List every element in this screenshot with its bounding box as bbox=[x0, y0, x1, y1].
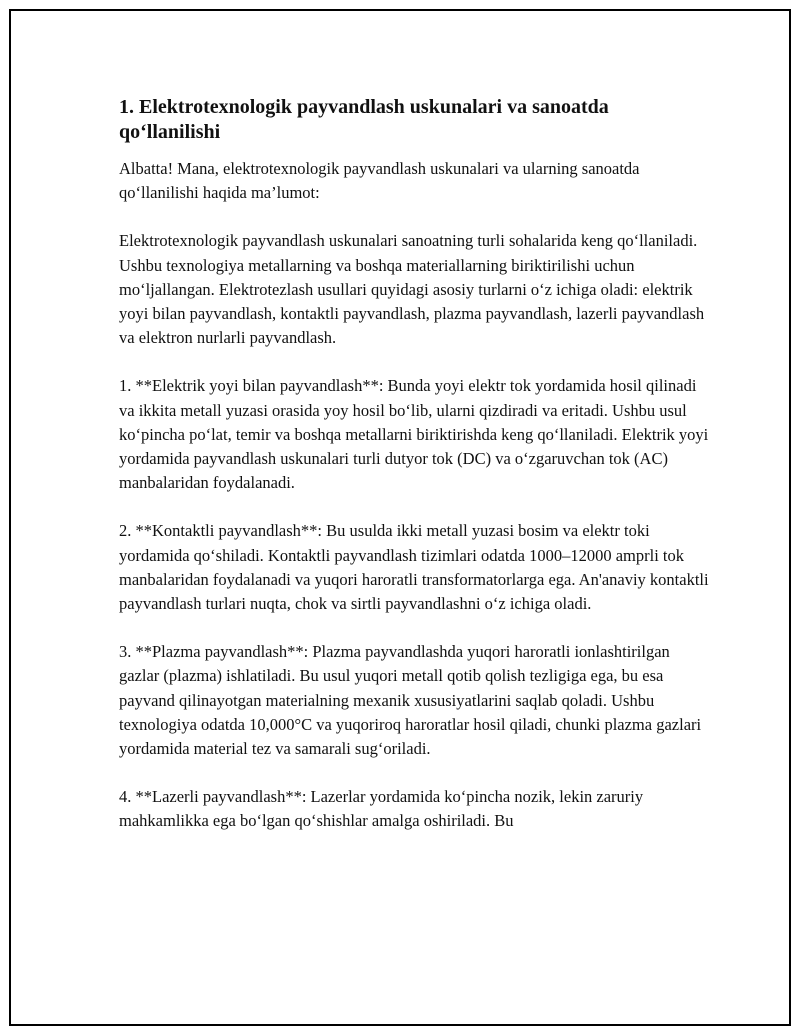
document-title: 1. Elektrotexnologik payvandlash uskunalari va sanoatda qo‘llanilishi bbox=[119, 96, 609, 143]
overview-paragraph: Elektrotexnologik payvandlash uskunalari sanoatning turli sohalarida keng qo‘llaniladi. Ushbu texnologiya metallarning va boshqa materiallarning biriktirilishi uchun mo‘ljallangan. Elektrotezlash usullari quyidagi asosiy turlarni o‘z ichiga oladi: elektrik yoyi bilan payvandlash, kontaktli payvandlash, plazma payvandlash, lazerli payvandlash va elektron nurlarli payvandlash. bbox=[119, 231, 705, 348]
document-body bbox=[119, 95, 709, 858]
arc-welding-paragraph: 1. **Elektrik yoyi bilan payvandlash**: Bunda yoyi elektr tok yordamida hosil qilinadi va ikkita metall yuzasi orasida yoy hosil bo‘lib, ularni qizdiradi va eritadi. Ushbu usul ko‘pincha po‘lat, temir va boshqa metallarni biriktirishda keng qo‘llaniladi. Elektrik yoyi yordamida payvandlash uskunalari turli dutyor tok (DC) va o‘zgaruvchan tok (AC) manbalaridan foydalanadi. bbox=[119, 376, 709, 493]
intro-paragraph: Albatta! Mana, elektrotexnologik payvandlash uskunalari va ularning sanoatda qo‘llanilishi haqida ma’lumot: bbox=[119, 159, 640, 203]
plasma-welding-paragraph: 3. **Plazma payvandlash**: Plazma payvandlashda yuqori haroratli ionlashtirilgan gazlar (plazma) ishlatiladi. Bu usul yuqori metall qotib qolish tezligiga ega, bu esa payvand qilinayotgan materialning mexanik xususiyatlarini saqlab qoladi. Ushbu texnologiya odatda 10,000°C va yuqoriroq haroratlar hosil qiladi, chunki plazma gazlari yordamida material tez va samarali sug‘oriladi. bbox=[119, 642, 702, 759]
contact-welding-paragraph: 2. **Kontaktli payvandlash**: Bu usulda ikki metall yuzasi bosim va elektr toki yordamida qo‘shiladi. Kontaktli payvandlash tizimlari odatda 1000–12000 amprli tok manbalaridan foydalanadi va yuqori haroratli transformatorlarga ega. An'anaviy kontaktli payvandlash turlari nuqta, chok va sirtli payvandlashni o‘z ichiga oladi. bbox=[119, 521, 709, 614]
laser-welding-paragraph: 4. **Lazerli payvandlash**: Lazerlar yordamida ko‘pincha nozik, lekin zaruriy mahkamlikka ega bo‘lgan qo‘shishlar amalga oshiriladi. Bu bbox=[119, 787, 644, 831]
document-page bbox=[9, 9, 791, 1026]
